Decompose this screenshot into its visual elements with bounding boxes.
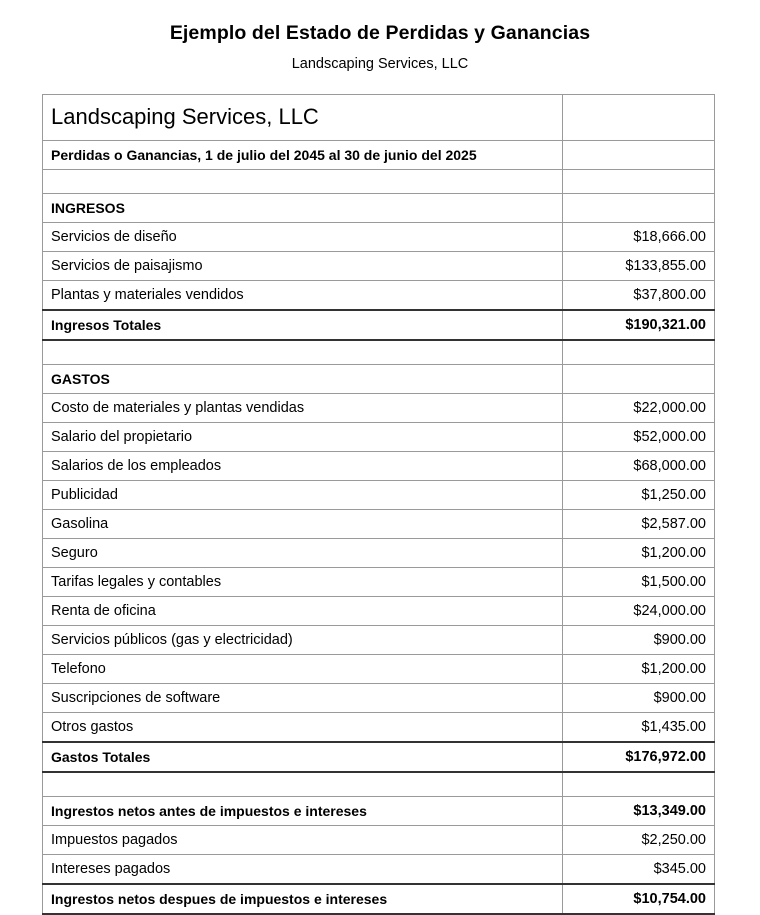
row-label: Tarifas legales y contables: [43, 568, 563, 597]
table-row-company: [43, 95, 715, 141]
page-subtitle: Landscaping Services, LLC: [291, 56, 469, 72]
table-row-net-after-tax: [43, 884, 715, 914]
income-total-label: Ingresos Totales: [43, 310, 563, 340]
row-label: Renta de oficina: [43, 597, 563, 626]
row-label: Otros gastos: [43, 713, 563, 743]
row-label: Salario del propietario: [43, 423, 563, 452]
spacer-label-cell: [43, 340, 563, 365]
row-value: $1,435.00: [563, 713, 715, 743]
row-value: $345.00: [563, 855, 715, 885]
row-label: Servicios públicos (gas y electricidad): [43, 626, 563, 655]
table-row: [43, 223, 715, 252]
table-row: [43, 539, 715, 568]
period-cell: Perdidas o Ganancias, 1 de julio del 2045 al 30 de junio del 2025: [43, 141, 563, 170]
income-heading-value-cell: [563, 194, 715, 223]
spacer-value-cell: [563, 340, 715, 365]
row-label: Costo de materiales y plantas vendidas: [43, 394, 563, 423]
table-row: [43, 281, 715, 311]
table-row: [43, 626, 715, 655]
row-value: $2,587.00: [563, 510, 715, 539]
expenses-total-value: $176,972.00: [563, 742, 715, 772]
row-label: Impuestos pagados: [43, 826, 563, 855]
table-row: [43, 510, 715, 539]
row-label: Publicidad: [43, 481, 563, 510]
table-row-income-total: [43, 310, 715, 340]
table-row: [43, 713, 715, 743]
row-label: Plantas y materiales vendidos: [43, 281, 563, 311]
expenses-heading-value-cell: [563, 365, 715, 394]
row-label: Servicios de diseño: [43, 223, 563, 252]
row-value: $68,000.00: [563, 452, 715, 481]
row-value: $2,250.00: [563, 826, 715, 855]
row-label: Salarios de los empleados: [43, 452, 563, 481]
row-label: Gasolina: [43, 510, 563, 539]
net-after-tax-value: $10,754.00: [563, 884, 715, 914]
row-label: Intereses pagados: [43, 855, 563, 885]
row-value: $1,200.00: [563, 655, 715, 684]
table-row: [43, 481, 715, 510]
table-row: [43, 568, 715, 597]
row-value: $24,000.00: [563, 597, 715, 626]
period-value-cell: [563, 141, 715, 170]
table-row-expenses-heading: [43, 365, 715, 394]
row-label: Telefono: [43, 655, 563, 684]
income-heading-cell: INGRESOS: [43, 194, 563, 223]
row-label: Suscripciones de software: [43, 684, 563, 713]
table-row-spacer: [43, 170, 715, 194]
company-name-cell: Landscaping Services, LLC: [43, 95, 563, 141]
row-value: $900.00: [563, 626, 715, 655]
table-row: [43, 855, 715, 885]
row-value: $133,855.00: [563, 252, 715, 281]
page-title: Ejemplo del Estado de Perdidas y Ganancias: [169, 22, 591, 44]
spacer-value-cell: [563, 170, 715, 194]
table-row-net-before-tax: [43, 797, 715, 826]
row-value: $18,666.00: [563, 223, 715, 252]
table-row-spacer: [43, 340, 715, 365]
table-row-expenses-total: [43, 742, 715, 772]
table-row: [43, 394, 715, 423]
table-row: [43, 597, 715, 626]
table-row: [43, 423, 715, 452]
table-row: [43, 252, 715, 281]
profit-and-loss-table: [42, 94, 715, 915]
net-after-tax-label: Ingrestos netos despues de impuestos e intereses: [43, 884, 563, 914]
table-row: [43, 655, 715, 684]
expenses-heading-cell: GASTOS: [43, 365, 563, 394]
row-value: $900.00: [563, 684, 715, 713]
table-row: [43, 684, 715, 713]
spacer-label-cell: [43, 170, 563, 194]
spacer-label-cell: [43, 772, 563, 797]
net-before-tax-label: Ingrestos netos antes de impuestos e intereses: [43, 797, 563, 826]
income-total-value: $190,321.00: [563, 310, 715, 340]
net-before-tax-value: $13,349.00: [563, 797, 715, 826]
row-value: $1,250.00: [563, 481, 715, 510]
row-value: $52,000.00: [563, 423, 715, 452]
table-row: [43, 826, 715, 855]
expenses-total-label: Gastos Totales: [43, 742, 563, 772]
row-value: $37,800.00: [563, 281, 715, 311]
company-name-value-cell: [563, 95, 715, 141]
row-value: $1,200.00: [563, 539, 715, 568]
table-row: [43, 452, 715, 481]
row-label: Seguro: [43, 539, 563, 568]
table-row-spacer: [43, 772, 715, 797]
table-row-period: [43, 141, 715, 170]
table-row-income-heading: [43, 194, 715, 223]
row-label: Servicios de paisajismo: [43, 252, 563, 281]
row-value: $1,500.00: [563, 568, 715, 597]
spacer-value-cell: [563, 772, 715, 797]
row-value: $22,000.00: [563, 394, 715, 423]
